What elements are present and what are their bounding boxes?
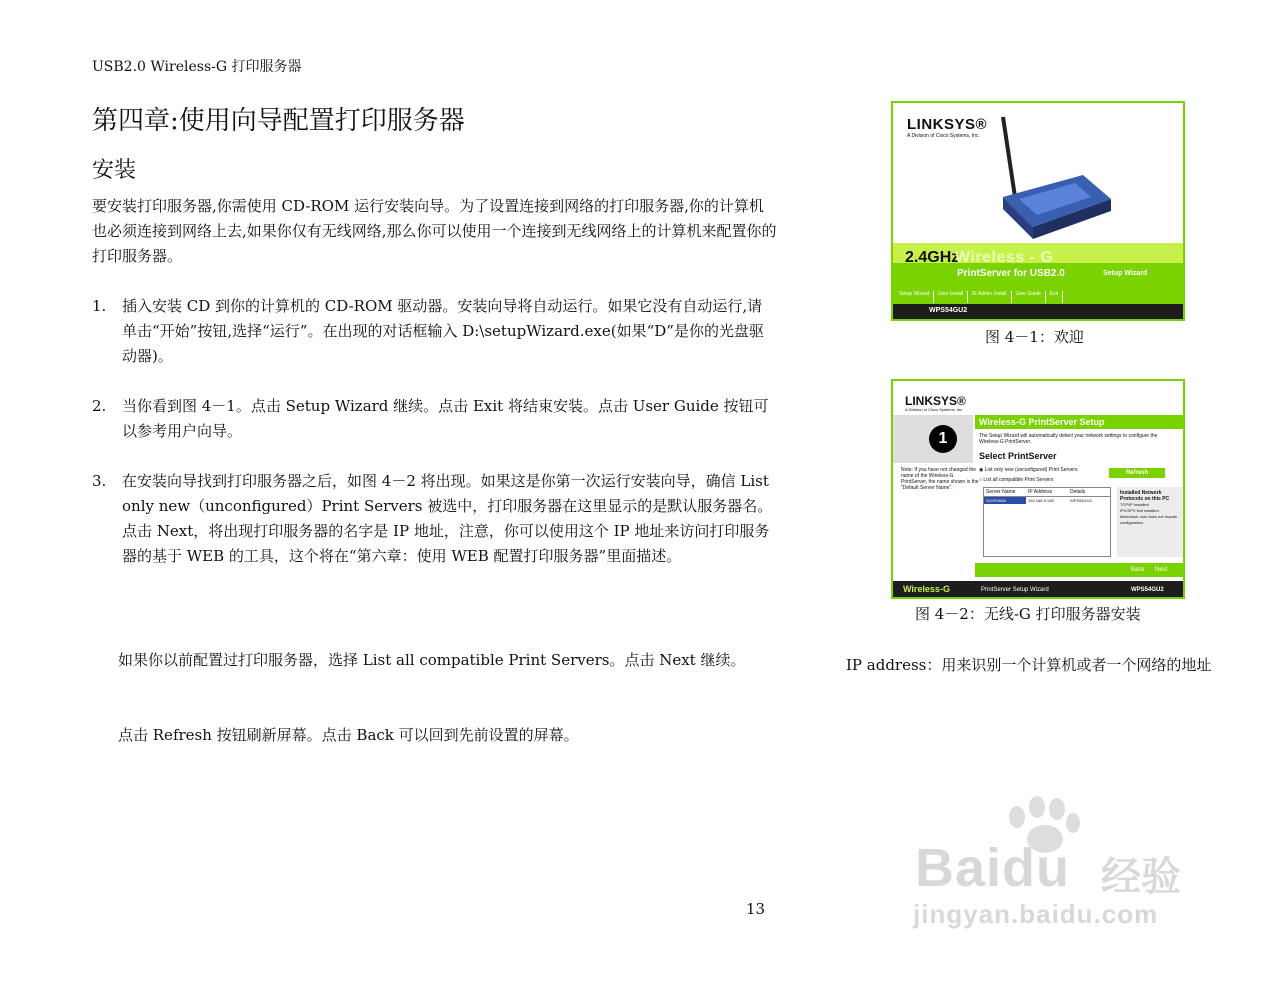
table-cell: WPS54GU2	[1070, 498, 1092, 503]
step-text: 在安装向导找到打印服务器之后，如图 4－2 将出现。如果这是你第一次运行安装向导，确信 List only new（unconfigured）Print Servers 被选中，打印服务器在这里显示的是默认服务器名。点击 Next，将出现打印服务器的名字是 IP 地址，注意，你可以使用这个 IP 地址来访问打印服务器的基于 WEB 的工具，这个将在“第六章：使用 WEB 配置打印服务器”里面描述。	[122, 472, 773, 565]
button-bar	[975, 563, 1185, 577]
watermark-brand: Baidu	[915, 838, 1071, 898]
nav-exit-button[interactable]: Exit	[1050, 291, 1063, 303]
section-title: 安装	[92, 158, 137, 183]
step-item	[92, 294, 777, 369]
nav-user-guide-button[interactable]: User Guide	[1016, 291, 1046, 303]
option-list-new-label: List only new (unconfigured) Print Servers	[984, 467, 1078, 473]
nav-user-install-button[interactable]: User Install	[938, 291, 968, 303]
server-table	[983, 487, 1111, 557]
step-number: 3.	[92, 472, 107, 490]
column-header: IP Address	[1028, 489, 1053, 495]
chapter-title: 第四章:使用向导配置打印服务器	[92, 106, 465, 136]
linksys-logo: LINKSYS®	[907, 116, 988, 133]
nav-ie-admin-install-button[interactable]: IE Admin Install	[972, 291, 1011, 303]
step-item	[92, 394, 777, 444]
step-number: 1.	[92, 297, 107, 315]
side-note: Note: If you have not changed the name of the Wireless-G PrintServer, the name shown is the "Default Server Name".	[901, 467, 979, 491]
caption-figure-2: 图 4－2：无线-G 打印服务器安装	[915, 605, 1141, 623]
print-server-device-icon	[963, 115, 1113, 243]
table-cell: SC0F9A9A	[984, 497, 1026, 504]
welcome-nav	[893, 291, 1183, 303]
ghz-label: 2.4GHz	[905, 249, 960, 266]
option-list-all-label: List all compatible Print Servers	[983, 477, 1054, 483]
watermark-cn: 经验	[1101, 854, 1181, 900]
step-number-badge: 1	[929, 425, 957, 453]
protocol-tcp: TCP/IP Installed	[1120, 502, 1149, 507]
next-button[interactable]: Next	[1155, 567, 1168, 573]
ip-address-note: IP address：用来识别一个计算机或者一个网络的地址	[846, 656, 1212, 674]
option-list-new-radio[interactable]: ◉ List only new (unconfigured) Print Servers	[979, 467, 1078, 473]
figure-setup-screenshot	[891, 379, 1185, 599]
option-list-all-radio[interactable]: ○ List all compatible Print Servers	[979, 477, 1054, 483]
footer-product: PrintServer Setup Wizard	[981, 587, 1049, 593]
product-name: PrintServer for USB2.0	[957, 268, 1065, 279]
step-text: 当你看到图 4－1。点击 Setup Wizard 继续。点击 Exit 将结束安装。点击 User Guide 按钮可以参考用户向导。	[122, 397, 769, 440]
page-header: USB2.0 Wireless-G 打印服务器	[92, 59, 302, 75]
protocol-info-panel	[1117, 487, 1183, 557]
linksys-logo: LINKSYS®	[905, 394, 966, 408]
setup-description: The Setup Wizard will automatically detect your network settings to configure the Wireless-G PrintServer.	[979, 433, 1158, 445]
baidu-watermark	[905, 795, 1215, 945]
wireless-g-brand: Wireless - G	[955, 249, 1054, 266]
footer-brand: Wireless-G	[903, 584, 950, 594]
model-label: WPS54GU2	[929, 307, 968, 314]
linksys-logo-sub: A Division of Cisco Systems, Inc.	[905, 407, 964, 412]
figure-welcome-screenshot	[891, 101, 1185, 321]
watermark-url: jingyan.baidu.com	[913, 899, 1159, 929]
steps-list	[92, 294, 777, 569]
step-text: 插入安装 CD 到你的计算机的 CD-ROM 驱动器。安装向导将自动运行。如果它没有自动运行,请单击“开始”按钮,选择“运行”。在出现的对话框输入 D:\setupWizard.exe(如果“D”是你的光盘驱动器)。	[122, 297, 764, 365]
column-header: Server Name	[986, 489, 1016, 495]
column-header: Details	[1070, 489, 1086, 495]
table-row[interactable]	[984, 497, 1110, 504]
table-cell: 192.168.5.108	[1028, 498, 1054, 503]
intro-paragraph: 要安装打印服务器,你需使用 CD-ROM 运行安装向导。为了设置连接到网络的打印服务器,你的计算机也必须连接到网络上去,如果你仅有无线网络,那么你可以使用一个连接到无线网络上的计算机来配置你的打印服务器。	[92, 197, 777, 265]
linksys-logo-sub: A Division of Cisco Systems, Inc.	[907, 133, 980, 139]
protocol-ipx: IPX/SPX Not installed	[1120, 508, 1159, 513]
step-item	[92, 469, 777, 569]
paragraph-list-all: 如果你以前配置过打印服务器，选择 List all compatible Print Servers。点击 Next 继续。	[118, 651, 746, 669]
protocol-mac-note: Macintosh user does not require configuration.	[1120, 514, 1178, 525]
table-header	[984, 488, 1110, 497]
nav-setup-wizard-button[interactable]: Setup Wizard	[899, 291, 934, 303]
paragraph-refresh: 点击 Refresh 按钮刷新屏幕。点击 Back 可以回到先前设置的屏幕。	[118, 726, 579, 744]
page-number: 13	[746, 900, 766, 918]
step-number: 2.	[92, 397, 107, 415]
protocol-info-title: Installed Network Protocols on this PC	[1120, 490, 1170, 502]
setup-title: Wireless-G PrintServer Setup	[979, 417, 1105, 427]
select-heading: Select PrintServer	[979, 451, 1057, 461]
refresh-button[interactable]: Refresh	[1109, 468, 1165, 478]
caption-figure-1: 图 4－1：欢迎	[985, 328, 1084, 346]
footer-model: WPS54GU2	[1131, 587, 1164, 593]
setup-wizard-label: Setup Wizard	[1103, 270, 1148, 277]
back-button[interactable]: Back	[1131, 567, 1145, 573]
